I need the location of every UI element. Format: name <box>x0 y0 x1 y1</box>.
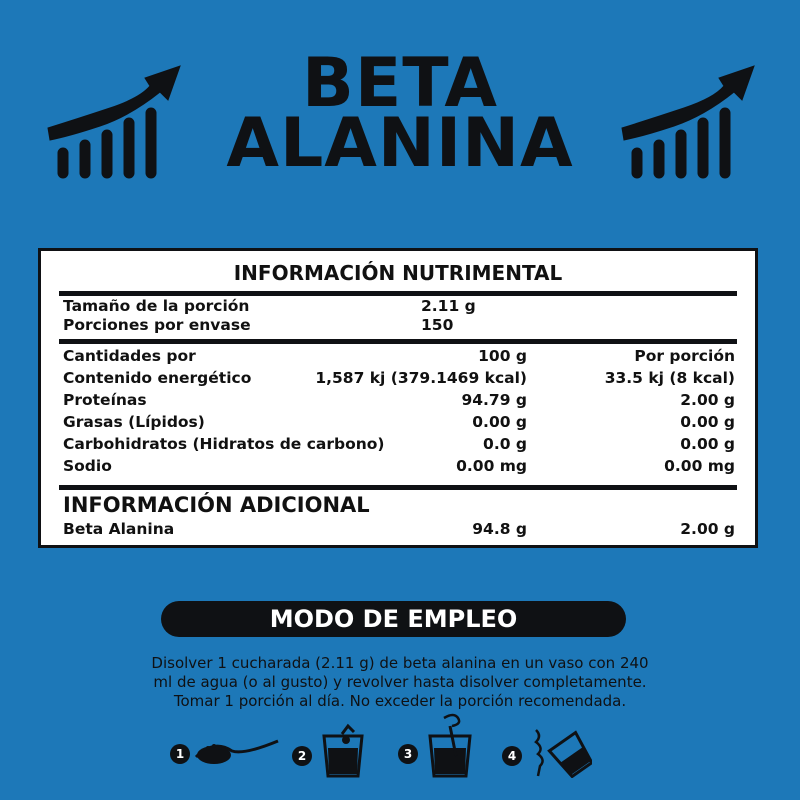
row-per-100g: 0.0 g <box>483 435 527 453</box>
nutrition-panel <box>38 248 758 548</box>
row-label: Sodio <box>63 457 112 475</box>
stir-glass-icon <box>426 712 476 778</box>
instructions-line: Disolver 1 cucharada (2.11 g) de beta alanina en un vaso con 240 <box>151 654 649 672</box>
serving-size-value: 2.11 g <box>421 297 476 315</box>
row-label: Grasas (Lípidos) <box>63 413 205 431</box>
step-number: 4 <box>502 746 522 766</box>
row-per-100g: 0.00 mg <box>456 457 527 475</box>
title-line-2: ALANINA <box>226 104 574 183</box>
servings-label: Porciones por envase <box>63 316 251 334</box>
row-per-100g: 94.79 g <box>461 391 527 409</box>
table-row <box>63 369 735 391</box>
drink-icon <box>528 726 592 778</box>
step-4 <box>502 726 592 778</box>
table-row <box>63 520 735 542</box>
per-100g-header: 100 g <box>478 347 527 365</box>
growth-chart-icon <box>40 58 185 183</box>
row-per-serving: 0.00 g <box>680 413 735 431</box>
table-row <box>63 391 735 413</box>
step-1 <box>168 733 280 773</box>
title-line-1: BETA <box>301 44 498 123</box>
nutrition-title: INFORMACIÓN NUTRIMENTAL <box>233 261 563 285</box>
step-3 <box>396 712 476 778</box>
row-per-serving: 2.00 g <box>680 391 735 409</box>
serving-size-label: Tamaño de la porción <box>63 297 250 315</box>
servings-value: 150 <box>421 316 454 334</box>
row-per-serving: 2.00 g <box>680 520 735 538</box>
servings-per-container-row <box>63 316 735 338</box>
per-serving-header: Por porción <box>634 347 735 365</box>
divider <box>59 339 737 344</box>
step-number: 3 <box>398 744 418 764</box>
row-label: Contenido energético <box>63 369 252 387</box>
instructions-line: ml de agua (o al gusto) y revolver hasta disolver completamente. <box>153 673 647 691</box>
divider <box>59 291 737 296</box>
row-per-serving: 0.00 g <box>680 435 735 453</box>
usage-instructions <box>70 654 730 711</box>
row-per-100g: 0.00 g <box>472 413 527 431</box>
amounts-header-row <box>63 347 735 369</box>
glass-water-icon <box>318 722 370 778</box>
spoon-powder-icon <box>194 733 280 773</box>
step-2 <box>290 722 370 778</box>
table-row <box>63 435 735 457</box>
divider <box>59 485 737 490</box>
table-row <box>63 457 735 479</box>
step-number: 2 <box>292 746 312 766</box>
table-row <box>63 413 735 435</box>
row-per-serving: 0.00 mg <box>664 457 735 475</box>
row-per-100g: 94.8 g <box>472 520 527 538</box>
row-label: Beta Alanina <box>63 520 175 538</box>
additional-info-title: INFORMACIÓN ADICIONAL <box>63 493 370 517</box>
step-number: 1 <box>170 744 190 764</box>
instructions-line: Tomar 1 porción al día. No exceder la porción recomendada. <box>173 692 627 710</box>
usage-title: MODO DE EMPLEO <box>161 601 626 637</box>
row-label: Carbohidratos (Hidratos de carbono) <box>63 435 385 453</box>
row-per-serving: 33.5 kj (8 kcal) <box>604 369 735 387</box>
row-per-100g: 1,587 kj (379.1469 kcal) <box>315 369 527 387</box>
growth-chart-icon <box>614 58 759 183</box>
row-label: Proteínas <box>63 391 147 409</box>
amounts-label: Cantidades por <box>63 347 196 365</box>
